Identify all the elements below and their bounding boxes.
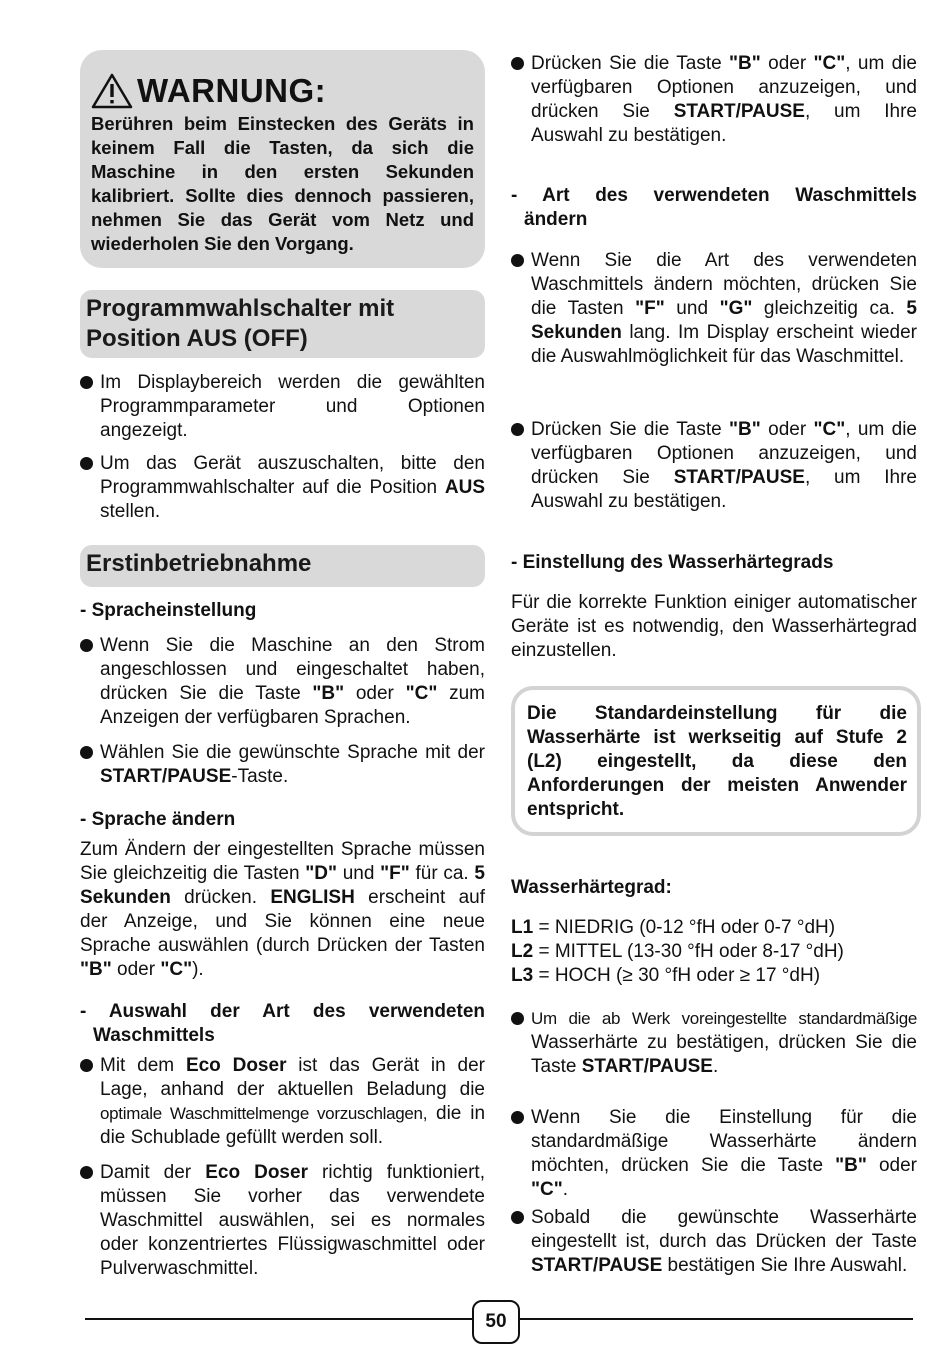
section-heading-line1: Programmwahlschalter mit (86, 295, 395, 322)
bullet-icon (511, 1012, 524, 1025)
bullet-text: Um die ab Werk voreingestellte standardmäßige (531, 1009, 917, 1028)
bullet-text: Drücken Sie die Taste (531, 53, 730, 74)
list-item (80, 371, 485, 443)
bullet-text: bestätigen Sie Ihre Auswahl. (662, 1255, 908, 1276)
bullet-icon (80, 1166, 93, 1179)
bullet-text: Wählen Sie die gewünschte Sprache mit der (100, 742, 485, 763)
warning-text: Berühren beim Einstecken des Geräts in keinem Fall die Tasten, da sich die Maschine in den ersten Sekunden kalibriert. Sollte dies dennoch passieren, nehmen Sie das Gerät vom Netz und wiederholen Sie den Vorgang. (91, 113, 474, 254)
bullet-text: Im Displaybereich werden die gewählten Programmparameter und Optionen angezeigt. (100, 372, 485, 441)
subheading-change-detergent (511, 184, 917, 232)
list-item (511, 1206, 917, 1278)
bullet-text: Wenn Sie die Art des verwendeten Waschmittels ändern möchten, drücken Sie die Tasten (531, 250, 917, 319)
bullet-icon (511, 1211, 524, 1224)
subheading-change-language: - Sprache ändern (80, 809, 236, 830)
paragraph-hardness-intro: Für die korrekte Funktion einiger automatischer Geräte ist es notwendig, den Wasserhärtegrad einzustellen. (511, 592, 917, 661)
bullet-key: "C" (813, 53, 846, 74)
bullet-key: Eco Doser (185, 1055, 287, 1076)
list-item (80, 634, 485, 730)
list-item (80, 741, 485, 789)
list-item (80, 452, 485, 524)
bullet-key: "C" (405, 683, 438, 704)
hardness-level-row: L1 = NIEDRIG (0-12 °fH oder 0-7 °dH) (511, 917, 836, 938)
bullet-text: zum Anzeigen der verfügbaren Sprachen. (100, 683, 485, 728)
list-item (511, 52, 917, 148)
list-item (511, 1007, 917, 1079)
subheading-language: - Spracheinstellung (80, 600, 257, 621)
hardness-level-row: L2 = MITTEL (13-30 °fH oder 8-17 °dH) (511, 941, 844, 962)
hardness-levels-title: Wasserhärtegrad: (511, 877, 672, 898)
bullet-text: Wenn Sie die Einstellung für die standardmäßige Wasserhärte ändern möchten, drücken Sie die Taste (531, 1107, 917, 1176)
bullet-text: lang. Im Display erscheint wieder die Auswahlmöglichkeit für das Waschmittel. (531, 322, 917, 367)
bullet-text: . (712, 1056, 719, 1077)
bullet-text: . (562, 1179, 569, 1200)
bullet-text: Mit dem (100, 1055, 186, 1076)
bullet-text: oder (344, 683, 406, 704)
bullet-icon (80, 746, 93, 759)
bullet-key: START/PAUSE (100, 766, 232, 787)
bullet-icon (511, 57, 524, 70)
subheading-detergent-type (80, 1000, 485, 1048)
bullet-text: optimale Waschmittelmenge vorzuschlagen, (100, 1104, 428, 1123)
bullet-text: richtig funktioniert, müssen Sie vorher das verwendete Waschmittel auswählen, sei es normales oder konzentriertes Flüssigwaschmittel oder Pulverwaschmittel. (100, 1162, 485, 1279)
bullet-text: Damit der (100, 1162, 206, 1183)
bullet-text: , um die verfügbaren Optionen anzuzeigen, und drücken Sie (531, 419, 917, 488)
bullet-key: AUS (444, 477, 485, 498)
bullet-icon (511, 1111, 524, 1124)
bullet-key: "C" (531, 1179, 563, 1200)
bullet-icon (80, 1059, 93, 1072)
section-heading-line2: Position AUS (OFF) (86, 325, 308, 352)
list-item (80, 1054, 485, 1150)
bullet-key: START/PAUSE (531, 1255, 663, 1276)
bullet-text: , um die verfügbaren Optionen anzuzeigen, und drücken Sie (531, 53, 917, 122)
bullet-text: oder (760, 53, 814, 74)
bullet-key: "B" (729, 419, 761, 440)
list-item (80, 1161, 485, 1281)
bullet-key: Eco Doser (205, 1162, 308, 1183)
bullet-text: ist das Gerät in der Lage, anhand der aktuellen Beladung die (100, 1055, 485, 1100)
hardness-level-row: L3 = HOCH (≥ 30 °fH oder ≥ 17 °dH) (511, 965, 821, 986)
bullet-text: , um Ihre Auswahl zu bestätigen. (531, 101, 917, 146)
warning-title: WARNUNG: (137, 72, 327, 109)
section-heading-program-selector (80, 290, 485, 358)
bullet-key: START/PAUSE (581, 1056, 713, 1077)
bullet-key: START/PAUSE (673, 101, 805, 122)
subheading-line1: - Auswahl der Art des verwendeten (80, 1001, 485, 1022)
bullet-key: "B" (729, 53, 761, 74)
section-heading-first-use (80, 545, 485, 587)
bullet-text: oder (760, 419, 814, 440)
bullet-icon (511, 254, 524, 267)
bullet-key: "F" (635, 298, 665, 319)
warning-header (91, 72, 474, 110)
footer-divider-right (520, 1318, 913, 1320)
footer-divider-left (85, 1318, 472, 1320)
bullet-text: stellen. (100, 501, 161, 522)
bullet-text: -Taste. (231, 766, 289, 787)
bullet-key: START/PAUSE (673, 467, 805, 488)
warning-triangle-icon (91, 73, 133, 109)
bullet-text: und (664, 298, 720, 319)
bullet-icon (80, 376, 93, 389)
bullet-text: Wenn Sie die Maschine an den Strom angeschlossen und eingeschaltet haben, drücken Sie die Taste (100, 635, 485, 704)
bullet-text: Drücken Sie die Taste (531, 419, 730, 440)
bullet-text: oder (866, 1155, 917, 1176)
warning-box (80, 50, 485, 268)
subheading-line2: Waschmittels (93, 1025, 215, 1046)
bullet-key: "B" (835, 1155, 867, 1176)
page-number: 50 (472, 1300, 520, 1344)
paragraph-change-language: Zum Ändern der eingestellten Sprache müssen Sie gleichzeitig die Tasten "D" und "F" für ca. 5 Sekunden drücken. ENGLISH erscheint auf der Anzeige, und Sie können eine neue Sprache auswählen (durch Drücken der Tasten "B" oder "C"). (80, 839, 485, 980)
subheading-line1: - Art des verwendeten Waschmittels (511, 185, 917, 206)
list-item (511, 1106, 917, 1202)
subheading-line2: ändern (524, 209, 588, 230)
list-item (511, 249, 917, 369)
bullet-text: , um Ihre Auswahl zu bestätigen. (531, 467, 917, 512)
hardness-levels-list (511, 916, 917, 988)
bullet-text: gleichzeitig ca. (752, 298, 907, 319)
bullet-text: Um das Gerät auszuschalten, bitte den Programmwahlschalter auf die Position (100, 453, 485, 498)
bullet-key: 5 Sekunden (531, 298, 917, 343)
bullet-text: Wasserhärte zu bestätigen, drücken Sie die Taste (531, 1032, 917, 1077)
bullet-key: "G" (719, 298, 753, 319)
list-item (511, 418, 917, 514)
bullet-key: "C" (813, 419, 846, 440)
bullet-icon (80, 457, 93, 470)
note-text: Die Standardeinstellung für die Wasserhärte ist werkseitig auf Stufe 2 (L2) eingestellt, da diese den Anforderungen der meisten Anwender entspricht. (527, 703, 907, 820)
bullet-key: "B" (312, 683, 345, 704)
subheading-water-hardness: - Einstellung des Wasserhärtegrads (511, 552, 834, 573)
bullet-text: Sobald die gewünschte Wasserhärte eingestellt ist, durch das Drücken der Taste (531, 1207, 917, 1252)
bullet-icon (511, 423, 524, 436)
section-heading-title: Erstinbetriebnahme (86, 550, 312, 577)
bullet-icon (80, 639, 93, 652)
note-box-default-hardness (511, 686, 921, 836)
bullet-text: die in die Schublade gefüllt werden soll. (100, 1103, 486, 1148)
